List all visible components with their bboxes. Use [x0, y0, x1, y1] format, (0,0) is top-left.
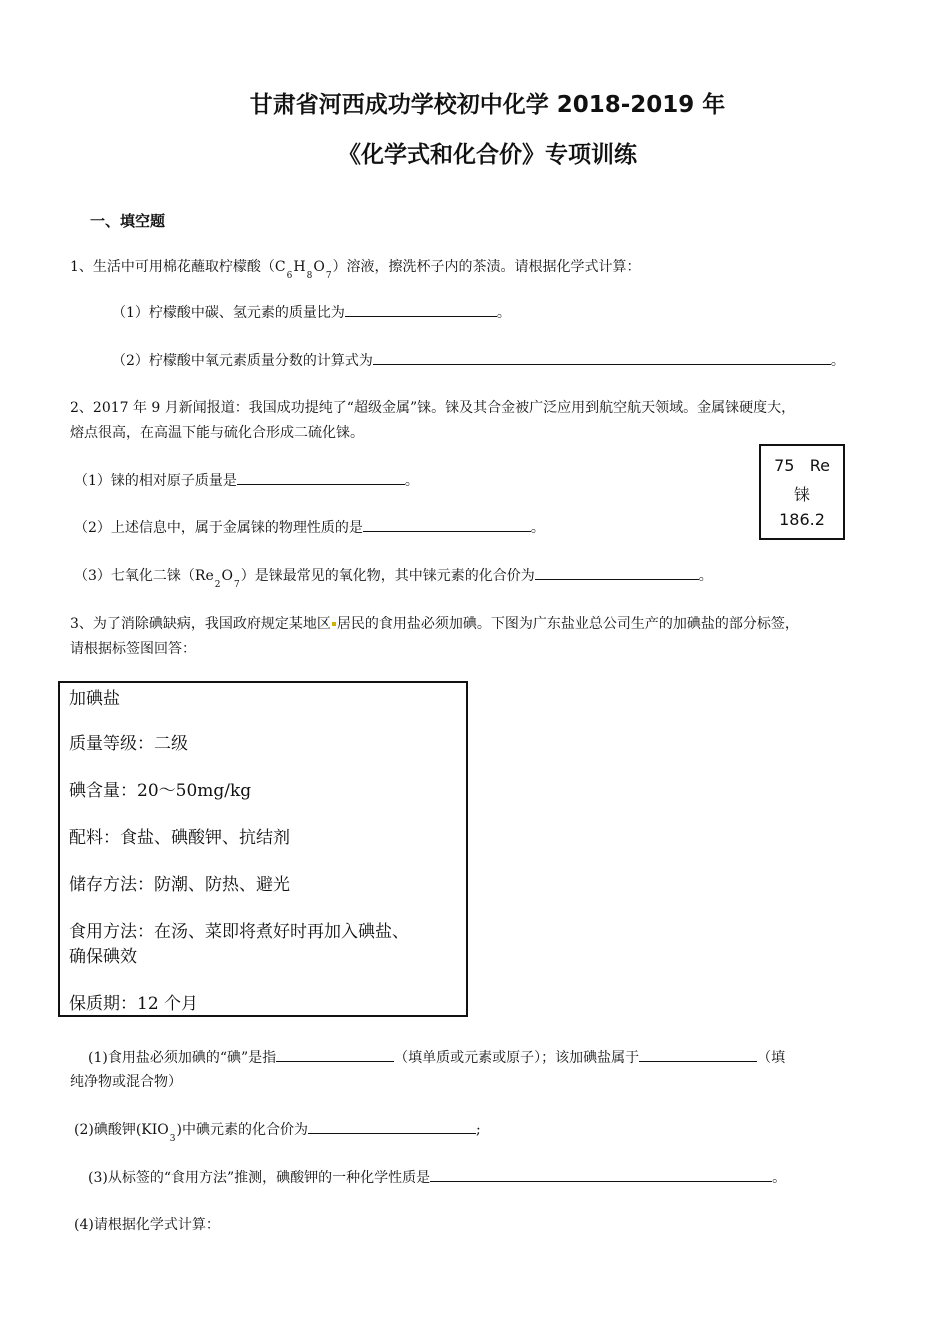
- question-2-line-2: 熔点很高，在高温下能与硫化合形成二硫化铼。: [70, 425, 364, 441]
- answer-blank[interactable]: [237, 470, 405, 485]
- page-subtitle: 《化学式和化合价》专项训练: [338, 142, 637, 168]
- label-storage: 储存方法：防潮、防热、避光: [69, 875, 290, 895]
- question-3-part-2: (2)碘酸钾$(KIO_3)$中碘元素的化合价为 ;: [74, 1119, 481, 1142]
- question-2-part-2: （2）上述信息中，属于金属铼的物理性质的是 。: [74, 517, 545, 538]
- question-1-part-2: （2）柠檬酸中氧元素质量分数的计算式为 。: [112, 350, 845, 371]
- answer-blank[interactable]: [363, 517, 531, 532]
- question-3-part-4: (4)请根据化学式计算：: [74, 1217, 220, 1233]
- question-2-part-3: （3）七氧化二铼$(Re_2O_7)$是铼最常见的氧化物，其中铼元素的化合价为 。: [74, 565, 713, 588]
- question-1-part-1: （1）柠檬酸中碳、氢元素的质量比为 。: [112, 302, 511, 323]
- element-card-rhenium: [759, 444, 845, 540]
- highlight-marker: [332, 622, 336, 626]
- question-3-line-2: 请根据标签图回答：: [70, 641, 196, 657]
- label-ingredients: 配料：食盐、碘酸钾、抗结剂: [69, 828, 290, 848]
- answer-blank[interactable]: [639, 1047, 757, 1062]
- rhenium-oxide-formula: $Re_2O_7$: [194, 568, 240, 590]
- element-number-symbol: 75 Re: [774, 456, 830, 475]
- citric-acid-formula: $C_6H_8O_7$: [274, 259, 332, 281]
- answer-blank[interactable]: [430, 1167, 772, 1182]
- question-1-intro: 1、生活中可用棉花蘸取柠檬酸$(C_6H_8O_7)$溶液，擦洗杯子内的茶渍。请根据化学式计算：: [70, 259, 641, 281]
- label-usage-2: 确保碘效: [69, 947, 137, 967]
- question-2-line-1: 2、2017 年 9 月新闻报道：我国成功提纯了“超级金属”铼。铼及其合金被广泛应用到航空航天领域。金属铼硬度大，: [70, 400, 796, 416]
- answer-blank[interactable]: [308, 1119, 476, 1134]
- answer-blank[interactable]: [276, 1047, 394, 1062]
- answer-blank[interactable]: [345, 302, 497, 317]
- label-name: 加碘盐: [69, 689, 120, 709]
- label-shelf-life: 保质期：12 个月: [69, 994, 199, 1014]
- element-name: 铼: [793, 485, 810, 504]
- element-mass: 186.2: [779, 510, 825, 529]
- label-usage-1: 食用方法：在汤、菜即将煮好时再加入碘盐、: [69, 922, 409, 942]
- salt-label: [58, 681, 468, 1017]
- label-grade: 质量等级：二级: [69, 734, 188, 754]
- page-title: 甘肃省河西成功学校初中化学 2018-2019 年: [249, 92, 726, 118]
- question-3-line-1: 3、为了消除碘缺病，我国政府规定某地区 居民的食用盐必须加碘。下图为广东盐业总公司生产的加碘盐的部分标签，: [70, 616, 799, 632]
- label-iodine: 碘含量：20～50mg/kg: [69, 781, 252, 801]
- question-3-part-1-line-2: 纯净物或混合物）: [70, 1074, 182, 1090]
- question-3-part-1: (1)食用盐必须加碘的“碘”是指 （填单质或元素或原子）；该加碘盐属于 （填: [88, 1047, 785, 1068]
- answer-blank[interactable]: [535, 565, 699, 580]
- question-2-part-1: （1）铼的相对原子质量是 。: [74, 470, 419, 491]
- section-heading: 一、填空题: [90, 212, 166, 230]
- answer-blank[interactable]: [373, 350, 831, 365]
- question-3-part-3: (3)从标签的“食用方法”推测，碘酸钾的一种化学性质是 。: [88, 1167, 786, 1188]
